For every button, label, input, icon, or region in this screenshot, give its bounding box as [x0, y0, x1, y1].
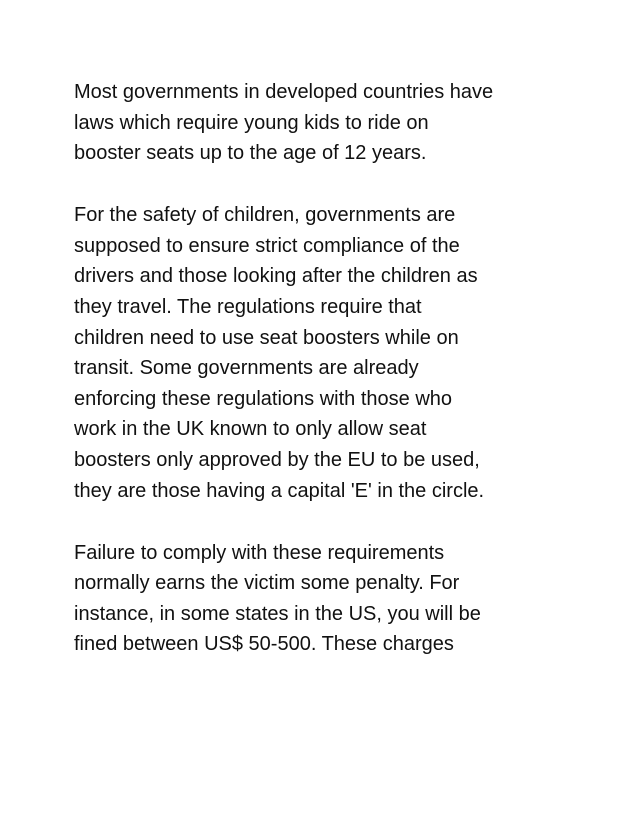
text-line: Most governments in developed countries have — [74, 81, 494, 103]
document-page — [74, 77, 574, 691]
text-line: they travel. The regulations require that — [74, 295, 422, 318]
text-line: drivers and those looking after the children as — [74, 265, 478, 288]
text-line: boosters only approved by the EU to be used, — [74, 448, 480, 471]
text-line: enforcing these regulations with those who — [74, 387, 453, 410]
paragraph-2 — [74, 200, 574, 506]
text-line: they are those having a capital 'E' in the circle. — [74, 479, 485, 502]
text-line: supposed to ensure strict compliance of the — [74, 234, 460, 257]
text-line: instance, in some states in the US, you will be — [74, 602, 481, 625]
text-line: work in the UK known to only allow seat — [74, 418, 427, 441]
paragraph-3 — [74, 538, 574, 660]
text-line: children need to use seat boosters while on — [74, 326, 459, 349]
text-line: fined between US$ 50-500. These charges — [74, 633, 454, 656]
text-line: For the safety of children, governments are — [74, 204, 456, 227]
text-line: booster seats up to the age of 12 years. — [74, 142, 427, 165]
text-line: laws which require young kids to ride on — [74, 111, 429, 134]
text-line: transit. Some governments are already — [74, 357, 419, 380]
text-line: normally earns the victim some penalty. For — [74, 572, 460, 595]
paragraph-1 — [74, 77, 574, 169]
text-line: Failure to comply with these requirements — [74, 541, 445, 564]
